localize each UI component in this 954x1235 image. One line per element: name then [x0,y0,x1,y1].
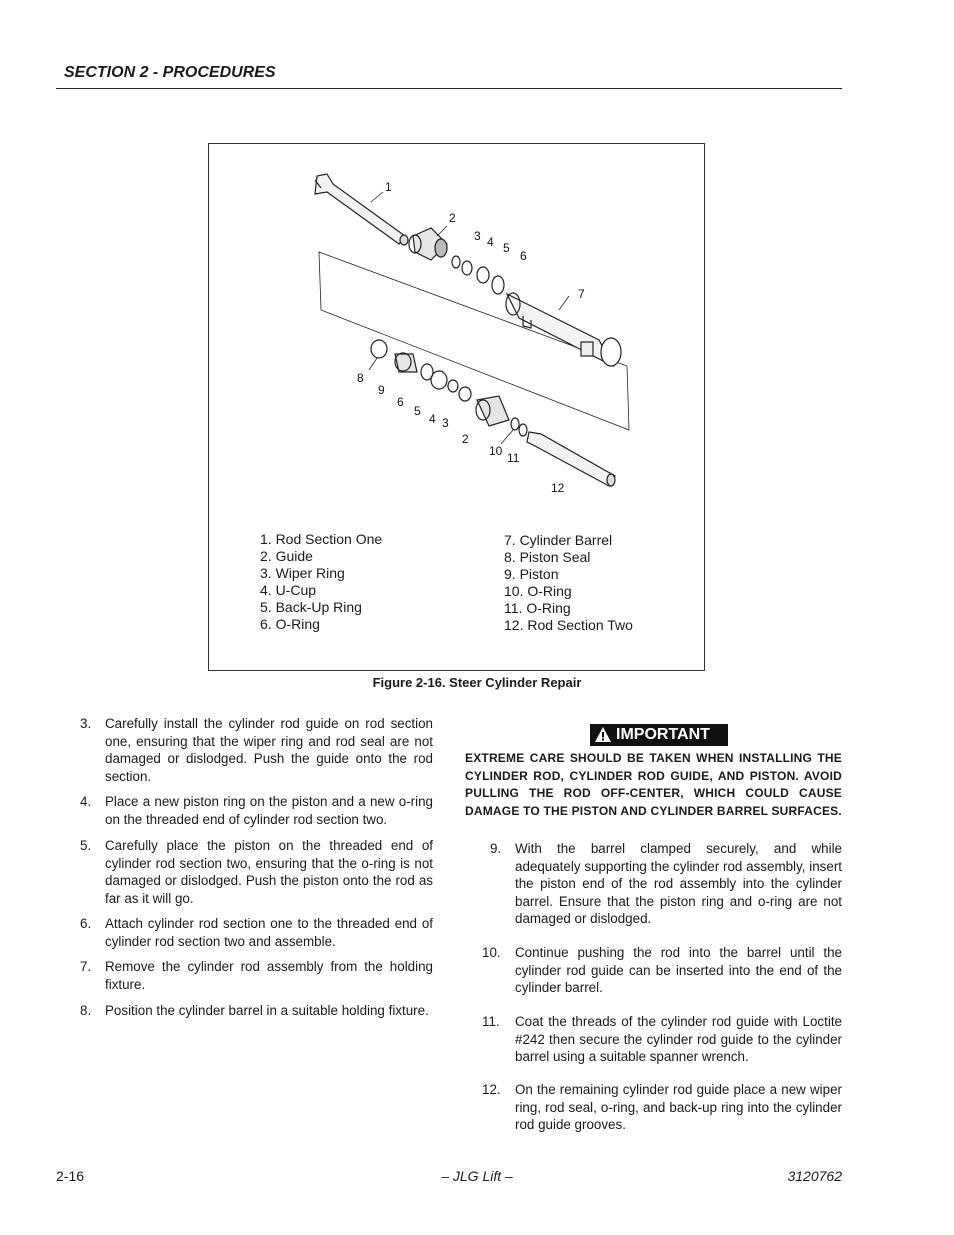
callout-10: 10 [489,444,503,458]
callout-3b: 3 [442,416,449,430]
legend-right [504,532,633,634]
figure-box [208,143,705,671]
step-number: 10. [482,945,501,960]
legend-item: 2. Guide [260,548,313,564]
legend-item: 5. Back-Up Ring [260,599,362,615]
important-text: EXTREME CARE SHOULD BE TAKEN WHEN INSTALLING THE CYLINDER ROD, CYLINDER ROD GUIDE, AND PISTON. AVOID PULLING THE ROD OFF-CENTER, WHICH COULD CAUSE DAMAGE TO THE PISTON AND CYLINDER BARREL SURFACES. [465,751,842,818]
legend-item: 1. Rod Section One [260,531,383,547]
callout-2: 2 [449,211,456,225]
callout-12: 12 [551,481,565,495]
step-number: 3. [80,716,92,731]
step-number: 5. [80,838,92,853]
legend-item: 7. Cylinder Barrel [504,532,613,548]
footer-doc-number: 3120762 [787,1168,842,1184]
legend-item: 4. U-Cup [260,582,317,598]
callout-11: 11 [507,451,520,465]
callout-6b: 6 [397,395,404,409]
step-text: Carefully install the cylinder rod guide on rod section one, ensuring that the wiper ring and rod seal are not damaged or dislodged. Push the guide onto the rod section. [105,716,433,784]
step-text: Remove the cylinder rod assembly from the holding fixture. [105,959,433,992]
legend-item: 3. Wiper Ring [260,565,345,581]
footer-page-number: 2-16 [56,1168,85,1184]
step-text: Attach cylinder rod section one to the threaded end of cylinder rod section two and assemble. [105,916,433,949]
callout-6: 6 [520,249,527,263]
step-number: 9. [490,841,502,856]
step-number: 8. [80,1003,92,1018]
callout-9: 9 [378,383,385,397]
step-number: 12. [482,1082,501,1097]
legend-item: 9. Piston [504,566,559,582]
callout-5: 5 [503,241,510,255]
step-text: Continue pushing the rod into the barrel until the cylinder rod guide can be inserted into the end of the cylinder barrel. [515,945,842,995]
legend-item: 10. O-Ring [504,583,572,599]
step-text: With the barrel clamped securely, and while adequately supporting the cylinder rod assembly, insert the piston end of the rod assembly into the cylinder barrel. Ensure that the piston ring and o-ring are not damaged or dislodged. [515,841,842,926]
step-text: Carefully place the piston on the threaded end of cylinder rod section two, ensuring that the o-ring is not damaged or dislodged. Push the piston onto the rod as far as it will go. [105,838,433,906]
step-text: Place a new piston ring on the piston and a new o-ring on the threaded end of cylinder rod section two. [105,794,433,827]
legend-item: 12. Rod Section Two [504,617,633,633]
footer-center: – JLG Lift – [441,1168,513,1184]
callout-8: 8 [357,371,364,385]
callout-7: 7 [578,287,585,301]
callout-5b: 5 [414,404,421,418]
legend-item: 11. O-Ring [504,600,571,616]
important-label: IMPORTANT [616,726,710,743]
step-number: 7. [80,959,92,974]
step-text: On the remaining cylinder rod guide place a new wiper ring, rod seal, o-ring, and back-up ring into the cylinder rod guide grooves. [515,1082,842,1132]
header-rule [56,88,842,89]
callout-3: 3 [474,229,481,243]
step-text: Coat the threads of the cylinder rod guide with Loctite #242 then secure the cylinder rod guide to the cylinder barrel using a suitable spanner wrench. [515,1014,842,1064]
section-title: SECTION 2 - PROCEDURES [64,64,276,81]
callout-2b: 2 [462,432,469,446]
step-number: 11. [482,1014,500,1029]
warning-triangle-icon [594,726,612,744]
callout-1: 1 [385,180,392,194]
figure-caption: Figure 2-16. Steer Cylinder Repair [372,675,582,690]
step-number: 4. [80,794,92,809]
legend-item: 6. O-Ring [260,616,320,632]
legend-item: 8. Piston Seal [504,549,591,565]
step-number: 6. [80,916,92,931]
step-text: Position the cylinder barrel in a suitable holding fixture. [105,1003,429,1018]
callout-4: 4 [487,235,494,249]
legend-left [260,531,382,633]
important-banner [590,724,728,746]
callout-4b: 4 [429,412,436,426]
